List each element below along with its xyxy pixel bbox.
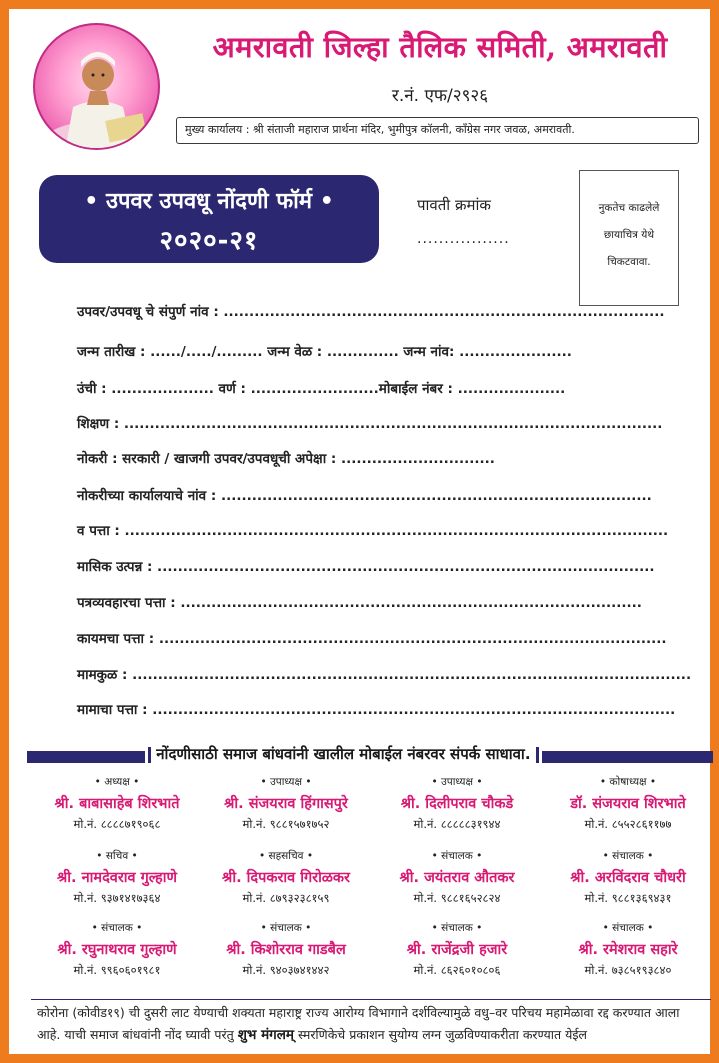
member-name: श्री. दिपकराव गिरोळकर [222, 870, 350, 886]
member-role: • संचालक • [602, 922, 654, 934]
field-office-address: व पत्ता : .......................................................................................................... [77, 523, 669, 539]
member-card [32, 775, 202, 832]
member-name: श्री. नामदेवराव गुल्हाणे [57, 870, 177, 886]
field-education: शिक्षण : ......................................................................................................... [77, 416, 663, 432]
member-mobile: मो.नं. ९३७१४१७३६४ [73, 891, 161, 905]
member-role: • संचालक • [431, 922, 483, 934]
member-mobile: मो.नं. ९४०३७४१४४२ [242, 963, 330, 977]
field-maternal-uncle-address: मामाचा पत्ता : ...................................................................................................... [77, 702, 676, 718]
form-title-banner [39, 175, 379, 263]
registration-number: र.नं. एफ/२९२६ [391, 86, 489, 106]
photo-instruction-line2: छायाचित्र येथे [603, 229, 655, 241]
member-name: श्री. संजयराव हिंगासपुरे [224, 796, 348, 812]
form-year: २०२०-२१ [159, 226, 259, 256]
member-card [543, 849, 713, 906]
member-card [201, 849, 371, 906]
field-office-name: नोकरीच्या कार्यालयाचे नांव : .................................................................................... [77, 488, 652, 504]
banner-divider [536, 747, 539, 763]
member-card [372, 921, 542, 978]
member-name: श्री. दिलीपराव चौकडे [400, 796, 514, 812]
member-role: • उपाध्यक्ष • [431, 776, 483, 788]
member-role: • कोषाध्यक्ष • [599, 776, 657, 788]
covid-cancellation-notice [31, 999, 711, 1049]
member-card [201, 775, 371, 832]
member-card [32, 849, 202, 906]
member-mobile: मो.नं. ८८८८८३१९४४ [413, 817, 501, 831]
member-mobile: मो.नं. ८६२६०१०८०६ [413, 963, 501, 977]
notice-text-start: कोरोना (कोवीड१९) ची दुसरी लाट येण्याची शक्यता महाराष्ट्र राज्य आरोग्य विभागाने दर्शविल्यामुळे वधु–वर परिचय महामेळावा रद्द करण्यात आला आहे. याची समाज बांधवांनी नोंद घ्यावी परंतु [37, 1005, 680, 1042]
member-card [543, 775, 713, 832]
field-monthly-income: मासिक उत्पन्न : ................................................................................................. [77, 559, 655, 575]
photo-instruction-line3: चिकटवावा. [607, 256, 651, 268]
member-mobile: मो.नं. ९९६०६०१९८१ [73, 963, 161, 977]
saint-portrait-logo [33, 23, 160, 150]
contacts-banner-text: नोंदणीसाठी समाज बांधवांनी खालील मोबाईल नंबरवर संपर्क साधावा. [156, 745, 531, 763]
member-role: • संचालक • [260, 922, 312, 934]
org-title: अमरावती जिल्हा तैलिक समिती, अमरावती [212, 30, 668, 64]
receipt-label: पावती क्रमांक [417, 196, 491, 214]
notice-highlight: शुभ मंगलम् [237, 1027, 294, 1043]
member-name: श्री. रमेशराव सहारे [578, 942, 678, 958]
member-card [543, 921, 713, 978]
photo-placeholder-box [579, 170, 679, 306]
field-maternal-family: मामकुळ : ............................................................................................................. [77, 667, 692, 683]
field-postal-address: पत्रव्यवहारचा पत्ता : .......................................................................................... [77, 595, 642, 611]
member-mobile: मो.नं. ९८८१६५२८२४ [413, 891, 501, 905]
member-name: डॉ. संजयराव शिरभाते [570, 796, 686, 812]
receipt-number [417, 195, 527, 247]
member-card [372, 775, 542, 832]
photo-instruction-line1: नुकतेच काढलेले [598, 202, 660, 214]
member-mobile: मो.नं. ८८८८७१९०६८ [73, 817, 161, 831]
banner-divider [148, 747, 151, 763]
member-card [201, 921, 371, 978]
field-full-name: उपवर/उपवधू चे संपुर्ण नांव : ...................................................................................... [77, 304, 665, 320]
member-mobile: मो.नं. ७३८५१९३८४० [584, 963, 672, 977]
field-birth-details: जन्म तारीख : ....../...../......... जन्म वेळ : .............. जन्म नांव: ...................... [77, 344, 572, 360]
member-name: श्री. बाबासाहेब शिरभाते [54, 796, 180, 812]
member-mobile: मो.नं. ९८८१३६९४३१ [584, 891, 672, 905]
office-address-box: मुख्य कार्यालय : श्री संताजी महाराज प्रार्थना मंदिर, भुमीपुत्र कॉलनी, कॉंग्रेस नगर जवळ, अमरावती. [176, 117, 699, 144]
contacts-banner [145, 744, 542, 764]
field-job-expectation: नोकरी : सरकारी / खाजगी उपवर/उपवधूची अपेक्षा : .............................. [77, 451, 495, 467]
member-card [372, 849, 542, 906]
form-title-text: • उपवर उपवधू नोंदणी फॉर्म • [84, 189, 334, 214]
member-role: • उपाध्यक्ष • [260, 776, 312, 788]
member-name: श्री. किशोरराव गाडबैल [226, 942, 346, 958]
field-height-complexion-mobile: उंची : .................... वर्ण : .........................मोबाईल नंबर : ..................... [77, 381, 566, 397]
member-name: श्री. अरविंदराव चौधरी [570, 870, 686, 886]
member-role: • सचिव • [96, 850, 138, 862]
field-permanent-address: कायमचा पत्ता : ................................................................................................... [77, 631, 667, 647]
member-role: • संचालक • [602, 850, 654, 862]
member-role: • सहसचिव • [258, 850, 314, 862]
member-name: श्री. राजेंद्रजी हजारे [406, 942, 508, 958]
member-role: • संचालक • [431, 850, 483, 862]
notice-text-end: स्मरणिकेचे प्रकाशन सुयोग्य लग्न जुळविण्याकरीता करण्यात येईल [297, 1027, 587, 1042]
member-name: श्री. रघुनाथराव गुल्हाणे [57, 942, 177, 958]
member-card [32, 921, 202, 978]
member-mobile: मो.नं. ९८८१५७१७५२ [242, 817, 330, 831]
receipt-blank: ................. [417, 231, 510, 247]
member-mobile: मो.नं. ८७९३२३८१५९ [242, 891, 330, 905]
member-name: श्री. जयंतराव औतकर [399, 870, 515, 886]
member-role: • संचालक • [91, 922, 143, 934]
member-mobile: मो.नं. ८५५२८६११७७ [584, 817, 672, 831]
member-role: • अध्यक्ष • [94, 776, 140, 788]
